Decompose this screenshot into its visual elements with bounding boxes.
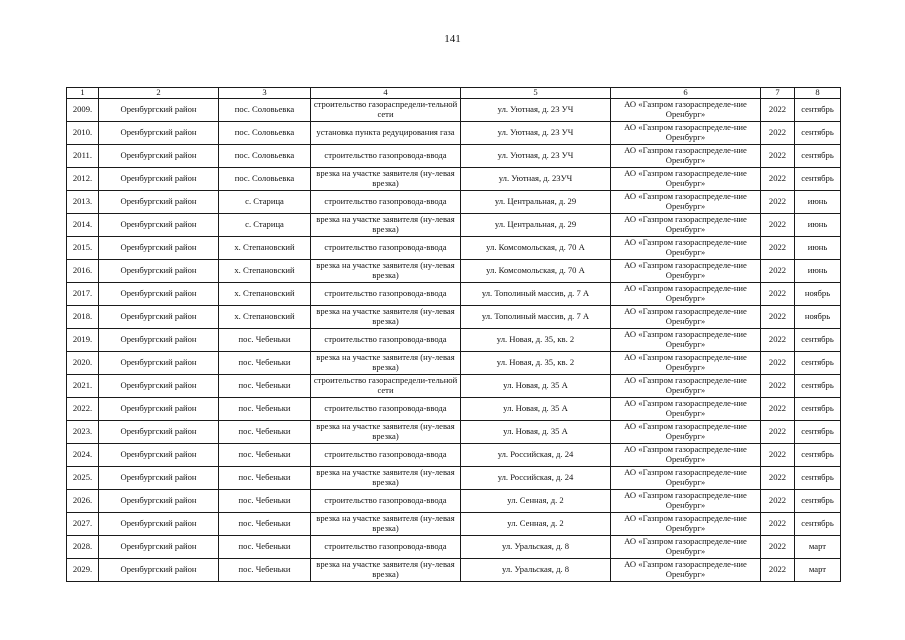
district-cell: Оренбургский район — [99, 282, 219, 305]
row-number-cell: 2010. — [67, 121, 99, 144]
district-cell: Оренбургский район — [99, 535, 219, 558]
district-cell: Оренбургский район — [99, 144, 219, 167]
column-number: 4 — [311, 88, 461, 99]
year-cell: 2022 — [761, 282, 795, 305]
row-number-cell: 2019. — [67, 328, 99, 351]
table-row — [67, 351, 841, 374]
address-cell: ул. Уральская, д. 8 — [461, 558, 611, 581]
address-cell: ул. Российская, д. 24 — [461, 443, 611, 466]
month-cell: сентябрь — [795, 328, 841, 351]
address-cell: ул. Уютная, д. 23 УЧ — [461, 98, 611, 121]
address-cell: ул. Новая, д. 35, кв. 2 — [461, 328, 611, 351]
settlement-cell: с. Старица — [219, 190, 311, 213]
address-cell: ул. Комсомольская, д. 70 А — [461, 259, 611, 282]
row-number-cell: 2015. — [67, 236, 99, 259]
district-cell: Оренбургский район — [99, 236, 219, 259]
address-cell: ул. Новая, д. 35 А — [461, 420, 611, 443]
settlement-cell: пос. Соловьевка — [219, 144, 311, 167]
district-cell: Оренбургский район — [99, 374, 219, 397]
address-cell: ул. Тополиный массив, д. 7 А — [461, 305, 611, 328]
settlement-cell: пос. Чебеньки — [219, 558, 311, 581]
table-row — [67, 535, 841, 558]
year-cell: 2022 — [761, 558, 795, 581]
address-cell: ул. Центральная, д. 29 — [461, 213, 611, 236]
table-row — [67, 259, 841, 282]
work-type-cell: строительство газопровода-ввода — [311, 328, 461, 351]
work-type-cell: врезка на участке заявителя (ну-левая врезка) — [311, 305, 461, 328]
row-number-cell: 2009. — [67, 98, 99, 121]
district-cell: Оренбургский район — [99, 397, 219, 420]
table-row — [67, 213, 841, 236]
year-cell: 2022 — [761, 328, 795, 351]
year-cell: 2022 — [761, 351, 795, 374]
row-number-cell: 2014. — [67, 213, 99, 236]
row-number-cell: 2016. — [67, 259, 99, 282]
row-number-cell: 2025. — [67, 466, 99, 489]
district-cell: Оренбургский район — [99, 351, 219, 374]
settlement-cell: пос. Чебеньки — [219, 512, 311, 535]
row-number-cell: 2021. — [67, 374, 99, 397]
settlement-cell: пос. Чебеньки — [219, 420, 311, 443]
month-cell: июнь — [795, 213, 841, 236]
row-number-cell: 2018. — [67, 305, 99, 328]
address-cell: ул. Уютная, д. 23 УЧ — [461, 121, 611, 144]
month-cell: март — [795, 535, 841, 558]
month-cell: сентябрь — [795, 374, 841, 397]
organization-cell: АО «Газпром газораспределе-ние Оренбург» — [611, 420, 761, 443]
organization-cell: АО «Газпром газораспределе-ние Оренбург» — [611, 236, 761, 259]
table-row — [67, 144, 841, 167]
district-cell: Оренбургский район — [99, 443, 219, 466]
month-cell: сентябрь — [795, 167, 841, 190]
address-cell: ул. Тополиный массив, д. 7 А — [461, 282, 611, 305]
year-cell: 2022 — [761, 305, 795, 328]
settlement-cell: х. Степановский — [219, 282, 311, 305]
month-cell: сентябрь — [795, 443, 841, 466]
work-type-cell: строительство газопровода-ввода — [311, 190, 461, 213]
district-cell: Оренбургский район — [99, 512, 219, 535]
year-cell: 2022 — [761, 397, 795, 420]
column-number: 3 — [219, 88, 311, 99]
settlement-cell: пос. Чебеньки — [219, 351, 311, 374]
address-cell: ул. Новая, д. 35, кв. 2 — [461, 351, 611, 374]
work-type-cell: врезка на участке заявителя (ну-левая врезка) — [311, 167, 461, 190]
row-number-cell: 2029. — [67, 558, 99, 581]
district-cell: Оренбургский район — [99, 121, 219, 144]
work-type-cell: врезка на участке заявителя (ну-левая врезка) — [311, 213, 461, 236]
column-number: 8 — [795, 88, 841, 99]
settlement-cell: пос. Чебеньки — [219, 489, 311, 512]
organization-cell: АО «Газпром газораспределе-ние Оренбург» — [611, 374, 761, 397]
column-number: 2 — [99, 88, 219, 99]
settlement-cell: х. Степановский — [219, 236, 311, 259]
work-type-cell: строительство газопровода-ввода — [311, 397, 461, 420]
year-cell: 2022 — [761, 512, 795, 535]
month-cell: сентябрь — [795, 351, 841, 374]
month-cell: сентябрь — [795, 144, 841, 167]
month-cell: сентябрь — [795, 420, 841, 443]
column-number: 7 — [761, 88, 795, 99]
work-type-cell: установка пункта редуцирования газа — [311, 121, 461, 144]
organization-cell: АО «Газпром газораспределе-ние Оренбург» — [611, 489, 761, 512]
address-cell: ул. Центральная, д. 29 — [461, 190, 611, 213]
organization-cell: АО «Газпром газораспределе-ние Оренбург» — [611, 512, 761, 535]
district-cell: Оренбургский район — [99, 190, 219, 213]
district-cell: Оренбургский район — [99, 259, 219, 282]
month-cell: июнь — [795, 236, 841, 259]
organization-cell: АО «Газпром газораспределе-ние Оренбург» — [611, 259, 761, 282]
year-cell: 2022 — [761, 374, 795, 397]
year-cell: 2022 — [761, 420, 795, 443]
row-number-cell: 2013. — [67, 190, 99, 213]
work-type-cell: строительство газопровода-ввода — [311, 282, 461, 305]
month-cell: сентябрь — [795, 489, 841, 512]
column-number: 6 — [611, 88, 761, 99]
table-row — [67, 305, 841, 328]
organization-cell: АО «Газпром газораспределе-ние Оренбург» — [611, 305, 761, 328]
month-cell: сентябрь — [795, 512, 841, 535]
work-type-cell: строительство газопровода-ввода — [311, 535, 461, 558]
district-cell: Оренбургский район — [99, 167, 219, 190]
year-cell: 2022 — [761, 535, 795, 558]
work-type-cell: врезка на участке заявителя (ну-левая врезка) — [311, 466, 461, 489]
address-cell: ул. Российская, д. 24 — [461, 466, 611, 489]
settlement-cell: х. Степановский — [219, 305, 311, 328]
table-row — [67, 328, 841, 351]
address-cell: ул. Комсомольская, д. 70 А — [461, 236, 611, 259]
settlement-cell: пос. Чебеньки — [219, 328, 311, 351]
address-cell: ул. Уральская, д. 8 — [461, 535, 611, 558]
settlement-cell: пос. Соловьевка — [219, 98, 311, 121]
table-row — [67, 420, 841, 443]
gas-works-table — [66, 87, 841, 582]
organization-cell: АО «Газпром газораспределе-ние Оренбург» — [611, 98, 761, 121]
table-row — [67, 374, 841, 397]
work-type-cell: строительство газораспредели-тельной сети — [311, 374, 461, 397]
district-cell: Оренбургский район — [99, 489, 219, 512]
column-number-row — [67, 88, 841, 99]
address-cell: ул. Уютная, д. 23УЧ — [461, 167, 611, 190]
year-cell: 2022 — [761, 121, 795, 144]
settlement-cell: х. Степановский — [219, 259, 311, 282]
table-row — [67, 98, 841, 121]
district-cell: Оренбургский район — [99, 558, 219, 581]
work-type-cell: врезка на участке заявителя (ну-левая врезка) — [311, 512, 461, 535]
table-row — [67, 236, 841, 259]
address-cell: ул. Сенная, д. 2 — [461, 489, 611, 512]
organization-cell: АО «Газпром газораспределе-ние Оренбург» — [611, 190, 761, 213]
month-cell: сентябрь — [795, 98, 841, 121]
year-cell: 2022 — [761, 236, 795, 259]
month-cell: июнь — [795, 190, 841, 213]
organization-cell: АО «Газпром газораспределе-ние Оренбург» — [611, 351, 761, 374]
month-cell: сентябрь — [795, 121, 841, 144]
organization-cell: АО «Газпром газораспределе-ние Оренбург» — [611, 213, 761, 236]
settlement-cell: с. Старица — [219, 213, 311, 236]
settlement-cell: пос. Чебеньки — [219, 397, 311, 420]
work-type-cell: врезка на участке заявителя (ну-левая врезка) — [311, 259, 461, 282]
district-cell: Оренбургский район — [99, 466, 219, 489]
month-cell: ноябрь — [795, 305, 841, 328]
month-cell: сентябрь — [795, 466, 841, 489]
district-cell: Оренбургский район — [99, 328, 219, 351]
row-number-cell: 2026. — [67, 489, 99, 512]
table-row — [67, 121, 841, 144]
year-cell: 2022 — [761, 144, 795, 167]
work-type-cell: врезка на участке заявителя (ну-левая врезка) — [311, 558, 461, 581]
settlement-cell: пос. Чебеньки — [219, 535, 311, 558]
organization-cell: АО «Газпром газораспределе-ние Оренбург» — [611, 443, 761, 466]
organization-cell: АО «Газпром газораспределе-ние Оренбург» — [611, 121, 761, 144]
row-number-cell: 2020. — [67, 351, 99, 374]
table-row — [67, 282, 841, 305]
column-number: 1 — [67, 88, 99, 99]
organization-cell: АО «Газпром газораспределе-ние Оренбург» — [611, 144, 761, 167]
address-cell: ул. Новая, д. 35 А — [461, 397, 611, 420]
work-type-cell: строительство газопровода-ввода — [311, 443, 461, 466]
table-row — [67, 512, 841, 535]
address-cell: ул. Новая, д. 35 А — [461, 374, 611, 397]
year-cell: 2022 — [761, 98, 795, 121]
settlement-cell: пос. Чебеньки — [219, 443, 311, 466]
district-cell: Оренбургский район — [99, 98, 219, 121]
year-cell: 2022 — [761, 167, 795, 190]
address-cell: ул. Сенная, д. 2 — [461, 512, 611, 535]
year-cell: 2022 — [761, 259, 795, 282]
district-cell: Оренбургский район — [99, 420, 219, 443]
work-type-cell: врезка на участке заявителя (ну-левая врезка) — [311, 420, 461, 443]
column-number: 5 — [461, 88, 611, 99]
organization-cell: АО «Газпром газораспределе-ние Оренбург» — [611, 328, 761, 351]
settlement-cell: пос. Чебеньки — [219, 374, 311, 397]
table-row — [67, 167, 841, 190]
row-number-cell: 2012. — [67, 167, 99, 190]
row-number-cell: 2022. — [67, 397, 99, 420]
table-row — [67, 558, 841, 581]
row-number-cell: 2017. — [67, 282, 99, 305]
table-row — [67, 466, 841, 489]
work-type-cell: строительство газопровода-ввода — [311, 236, 461, 259]
row-number-cell: 2027. — [67, 512, 99, 535]
row-number-cell: 2023. — [67, 420, 99, 443]
year-cell: 2022 — [761, 213, 795, 236]
organization-cell: АО «Газпром газораспределе-ние Оренбург» — [611, 282, 761, 305]
work-type-cell: строительство газораспредели-тельной сети — [311, 98, 461, 121]
settlement-cell: пос. Чебеньки — [219, 466, 311, 489]
organization-cell: АО «Газпром газораспределе-ние Оренбург» — [611, 466, 761, 489]
work-type-cell: строительство газопровода-ввода — [311, 489, 461, 512]
month-cell: март — [795, 558, 841, 581]
month-cell: сентябрь — [795, 397, 841, 420]
table-row — [67, 489, 841, 512]
table-row — [67, 190, 841, 213]
address-cell: ул. Уютная, д. 23 УЧ — [461, 144, 611, 167]
organization-cell: АО «Газпром газораспределе-ние Оренбург» — [611, 397, 761, 420]
work-type-cell: строительство газопровода-ввода — [311, 144, 461, 167]
organization-cell: АО «Газпром газораспределе-ние Оренбург» — [611, 167, 761, 190]
table-body — [67, 98, 841, 581]
settlement-cell: пос. Соловьевка — [219, 121, 311, 144]
month-cell: июнь — [795, 259, 841, 282]
month-cell: ноябрь — [795, 282, 841, 305]
year-cell: 2022 — [761, 466, 795, 489]
settlement-cell: пос. Соловьевка — [219, 167, 311, 190]
row-number-cell: 2011. — [67, 144, 99, 167]
district-cell: Оренбургский район — [99, 305, 219, 328]
organization-cell: АО «Газпром газораспределе-ние Оренбург» — [611, 558, 761, 581]
year-cell: 2022 — [761, 443, 795, 466]
organization-cell: АО «Газпром газораспределе-ние Оренбург» — [611, 535, 761, 558]
year-cell: 2022 — [761, 489, 795, 512]
row-number-cell: 2024. — [67, 443, 99, 466]
table-row — [67, 443, 841, 466]
work-type-cell: врезка на участке заявителя (ну-левая врезка) — [311, 351, 461, 374]
district-cell: Оренбургский район — [99, 213, 219, 236]
table-row — [67, 397, 841, 420]
page-number: 141 — [444, 33, 461, 45]
year-cell: 2022 — [761, 190, 795, 213]
row-number-cell: 2028. — [67, 535, 99, 558]
